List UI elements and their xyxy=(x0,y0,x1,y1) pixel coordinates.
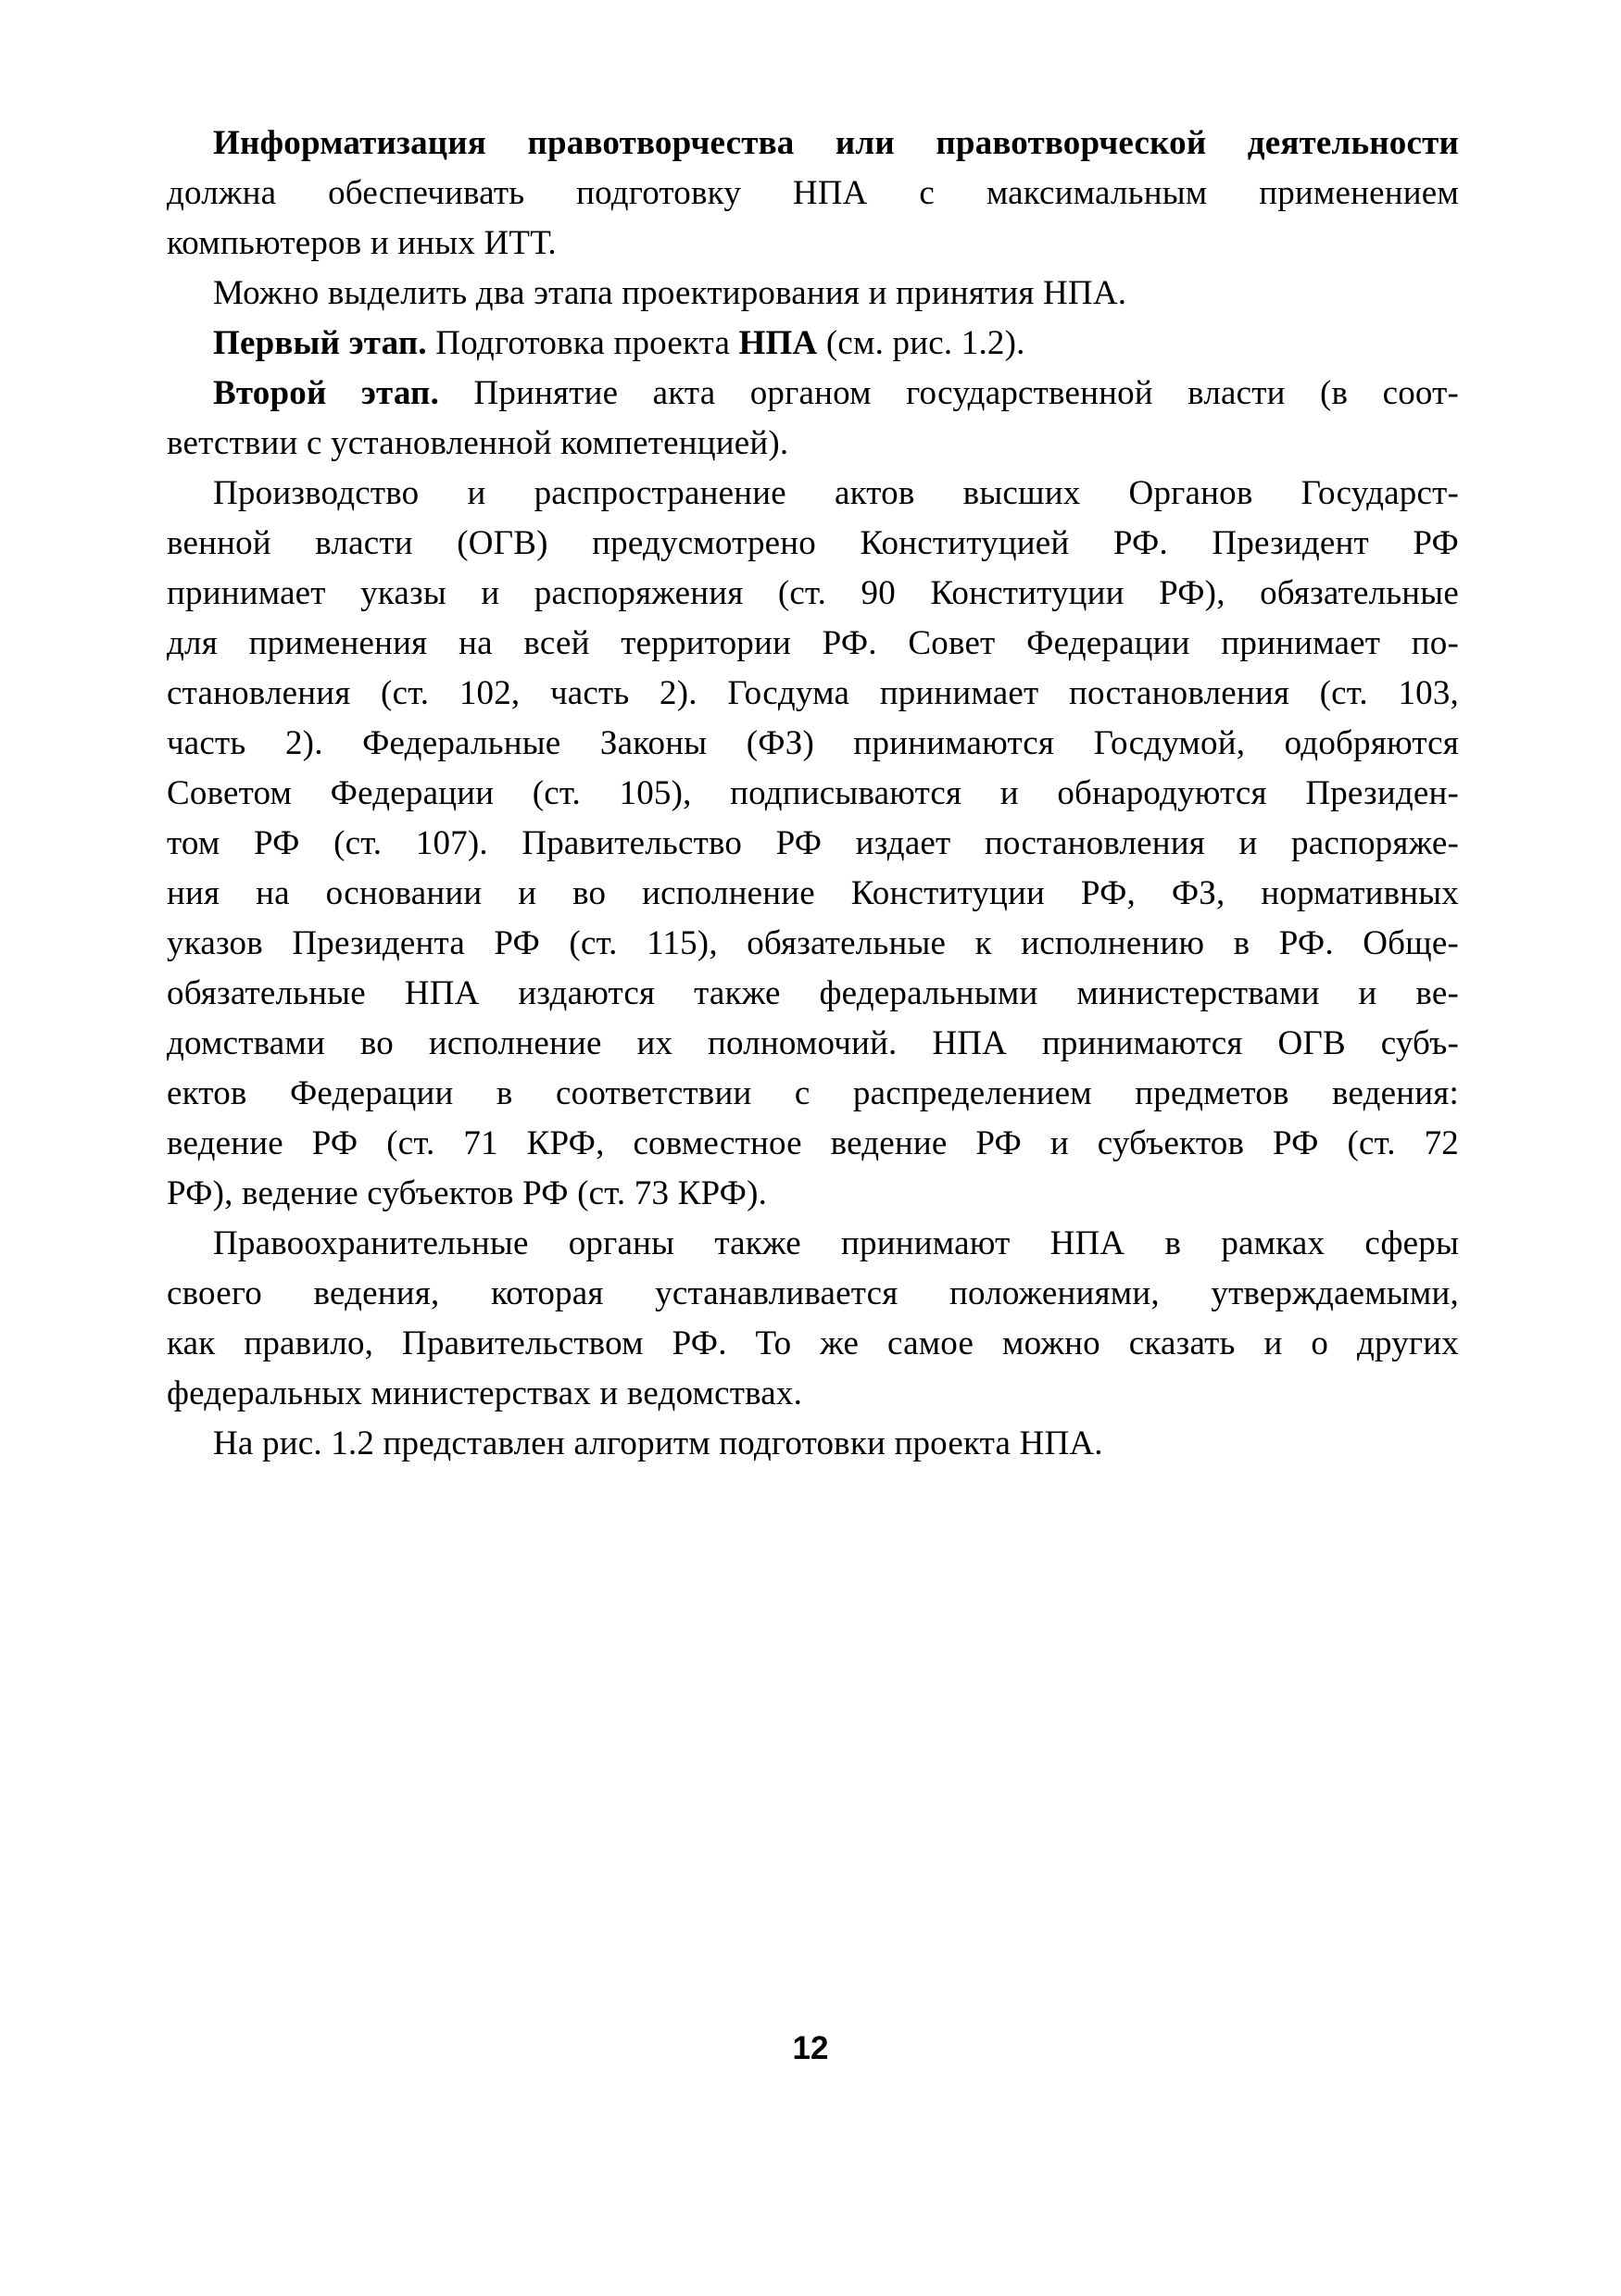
text-line xyxy=(167,569,1459,619)
text-line xyxy=(167,1369,1459,1419)
text-line xyxy=(167,1219,1459,1269)
bold-text-segment: Информатизация правотворчества или правотворческой деятельности xyxy=(213,124,1459,162)
text-segment: Подготовка проекта xyxy=(426,324,739,362)
text-segment: ектов Федерации в соответствии с распределением предметов ведения: xyxy=(167,1074,1459,1112)
text-line xyxy=(167,769,1459,819)
text-segment: для применения на всей территории РФ. Совет Федерации принимает по- xyxy=(167,624,1459,662)
text-segment: (см. рис. 1.2). xyxy=(817,324,1025,362)
text-segment: должна обеспечивать подготовку НПА с максимальным применением xyxy=(167,174,1459,212)
text-line xyxy=(167,469,1459,519)
page-number: 12 xyxy=(792,2030,829,2066)
text-line xyxy=(167,919,1459,969)
text-segment: Советом Федерации (ст. 105), подписываются и обнародуются Президен- xyxy=(167,774,1459,812)
text-segment: На рис. 1.2 представлен алгоритм подготовки проекта НПА. xyxy=(213,1424,1103,1462)
text-line xyxy=(167,619,1459,669)
text-segment: домствами во исполнение их полномочий. НПА принимаются ОГВ субъ- xyxy=(167,1024,1459,1062)
text-line xyxy=(167,419,1459,469)
text-line xyxy=(167,669,1459,719)
text-segment: федеральных министерствах и ведомствах. xyxy=(167,1374,803,1412)
body-text xyxy=(167,119,1459,1469)
text-line xyxy=(167,169,1459,219)
text-segment: Производство и распространение актов высших Органов Государст- xyxy=(213,474,1459,512)
text-line xyxy=(167,319,1459,369)
text-line xyxy=(167,819,1459,869)
text-segment: часть 2). Федеральные Законы (ФЗ) принимаются Госдумой, одобряются xyxy=(167,724,1459,762)
text-line xyxy=(167,1319,1459,1369)
text-segment: венной власти (ОГВ) предусмотрено Конституцией РФ. Президент РФ xyxy=(167,524,1459,562)
text-segment: ведение РФ (ст. 71 КРФ, совместное ведение РФ и субъектов РФ (ст. 72 xyxy=(167,1124,1459,1162)
text-segment: указов Президента РФ (ст. 115), обязательные к исполнению в РФ. Обще- xyxy=(167,924,1459,962)
text-segment: РФ), ведение субъектов РФ (ст. 73 КРФ). xyxy=(167,1174,768,1212)
text-segment: Правоохранительные органы также принимают НПА в рамках сферы xyxy=(213,1224,1459,1262)
text-line xyxy=(167,969,1459,1019)
text-segment: своего ведения, которая устанавливается положениями, утверждаемыми, xyxy=(167,1274,1459,1312)
text-line xyxy=(167,719,1459,769)
text-line xyxy=(167,1019,1459,1069)
text-segment: компьютеров и иных ИТТ. xyxy=(167,224,557,262)
text-line xyxy=(167,1269,1459,1319)
text-line xyxy=(167,1069,1459,1119)
text-line xyxy=(167,1169,1459,1219)
text-line xyxy=(167,219,1459,269)
text-line xyxy=(167,369,1459,419)
text-segment: становления (ст. 102, часть 2). Госдума принимает постановления (ст. 103, xyxy=(167,674,1459,712)
text-line xyxy=(167,1119,1459,1169)
text-segment: как правило, Правительством РФ. То же самое можно сказать и о других xyxy=(167,1324,1459,1362)
text-segment: Принятие акта органом государственной власти (в соот- xyxy=(439,374,1459,412)
text-line xyxy=(167,869,1459,919)
bold-text-segment: НПА xyxy=(738,324,818,362)
bold-text-segment: Первый этап. xyxy=(213,324,427,362)
text-line xyxy=(167,519,1459,569)
text-segment: принимает указы и распоряжения (ст. 90 Конституции РФ), обязательные xyxy=(167,574,1459,612)
text-line xyxy=(167,119,1459,169)
text-segment: ветствии с установленной компетенцией). xyxy=(167,424,789,462)
text-segment: ния на основании и во исполнение Конституции РФ, ФЗ, нормативных xyxy=(167,874,1459,912)
text-segment: том РФ (ст. 107). Правительство РФ издает постановления и распоряже- xyxy=(167,824,1459,862)
bold-text-segment: Второй этап. xyxy=(213,374,440,412)
text-line xyxy=(167,269,1459,319)
text-line xyxy=(167,1419,1459,1469)
text-segment: Можно выделить два этапа проектирования и принятия НПА. xyxy=(213,274,1127,312)
text-segment: обязательные НПА издаются также федеральными министерствами и ве- xyxy=(167,974,1459,1012)
